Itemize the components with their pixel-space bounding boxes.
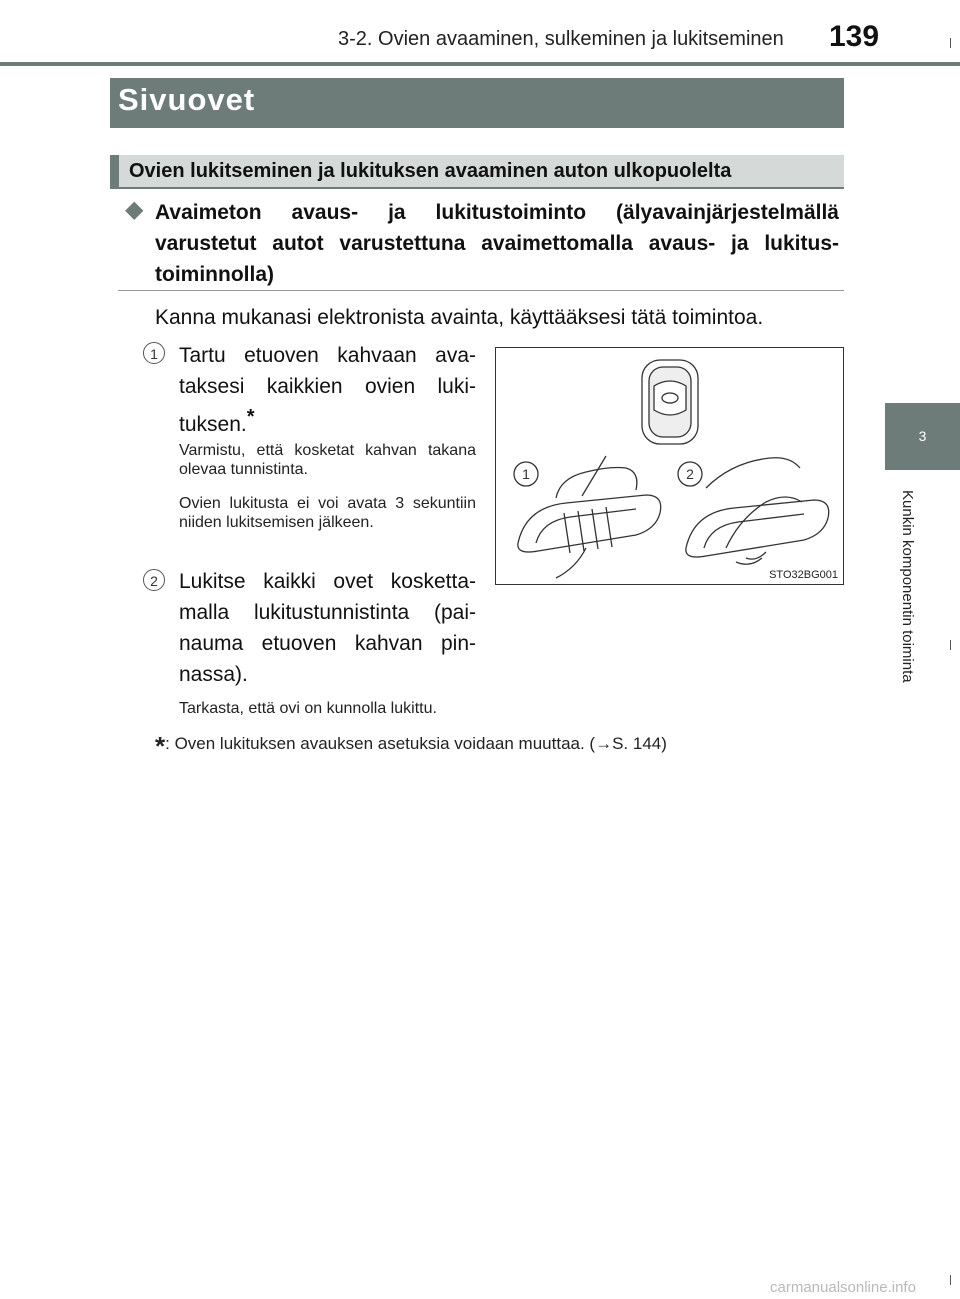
step-text-2: Lukitse kaikki ovet kosketta-malla lukitustunnistinta (pai-nauma etuoven kahvan pin-nassa). bbox=[179, 570, 476, 686]
chapter-tab: 3 bbox=[885, 403, 960, 470]
footnote-star: * bbox=[155, 731, 166, 761]
door-handle-illustration bbox=[495, 347, 844, 585]
subheading-bar bbox=[110, 155, 844, 189]
section-title-bar bbox=[110, 78, 844, 128]
header-rule bbox=[0, 62, 960, 66]
chapter-label: Kunkin komponentin toiminta bbox=[899, 490, 916, 683]
crop-mark bbox=[950, 38, 951, 48]
subheading: Ovien lukitseminen ja lukituksen avaaminen auton ulkopuolelta bbox=[129, 160, 732, 182]
arrow-icon: → bbox=[595, 734, 613, 753]
step-1-text: Tartu etuoven kahvaan ava-taksesi kaikkien ovien luki-tuksen. bbox=[179, 344, 476, 436]
running-header: 3-2. Ovien avaaminen, sulkeminen ja lukitseminen bbox=[338, 28, 784, 50]
feature-intro: Kanna mukanasi elektronista avainta, käyttääksesi tätä toimintoa. bbox=[155, 306, 764, 329]
step-1-note-2: Ovien lukitusta ei voi avata 3 sekuntiin niiden lukitsemisen jälkeen. bbox=[179, 495, 476, 531]
section-title: Sivuovet bbox=[118, 82, 256, 117]
feature-rule bbox=[118, 290, 844, 291]
crop-mark bbox=[950, 1275, 951, 1285]
footnote-text: : Oven lukituksen avauksen asetuksia voidaan muuttaa. ( bbox=[165, 734, 596, 753]
diamond-bullet-icon: ◆ bbox=[125, 196, 144, 223]
footnote-mark: * bbox=[246, 406, 255, 428]
feature-title: Avaimeton avaus- ja lukitustoiminto (älyavainjärjestelmällä varustetut autot varustettuna avaimettomalla avaus- ja lukitus-toiminnolla) bbox=[155, 201, 839, 286]
step-2-note: Tarkasta, että ovi on kunnolla lukittu. bbox=[179, 700, 437, 717]
step-text-1 bbox=[179, 340, 476, 440]
illustration-code: STO32BG001 bbox=[769, 569, 838, 581]
footnote bbox=[155, 731, 667, 762]
illus-label-2: 2 bbox=[686, 466, 694, 482]
illus-label-1: 1 bbox=[522, 466, 530, 482]
page-reference-link[interactable]: S. 144) bbox=[612, 734, 667, 753]
step-number-1: 1 bbox=[143, 342, 165, 364]
page-number: 139 bbox=[829, 20, 880, 53]
door-handle-drawing bbox=[496, 348, 845, 586]
step-number-2: 2 bbox=[143, 569, 165, 591]
step-1-note-1: Varmistu, että kosketat kahvan takana olevaa tunnistinta. bbox=[179, 442, 476, 478]
watermark: carmanualsonline.info bbox=[770, 1279, 916, 1296]
crop-mark bbox=[950, 640, 951, 650]
